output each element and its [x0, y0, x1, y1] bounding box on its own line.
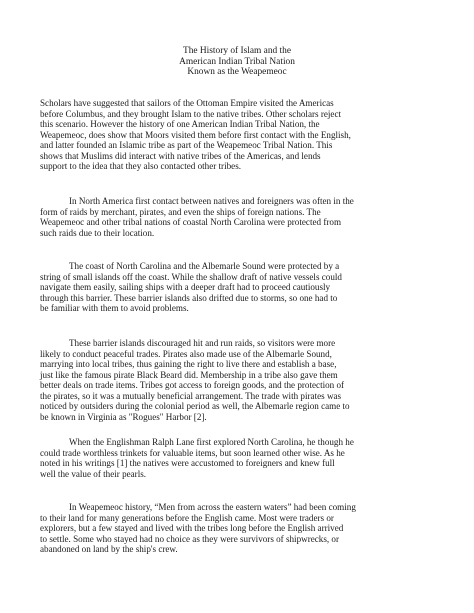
- paragraph-line: to settle. Some who stayed had no choice as they were survivors of shipwrecks, or: [40, 533, 340, 544]
- paragraph-line: likely to conduct peaceful trades. Pirates also made use of the Albemarle Sound,: [40, 348, 332, 359]
- paragraph-5: [40, 437, 450, 479]
- paragraph-line: These barrier islands discouraged hit and run raids, so visitors were more: [69, 338, 336, 348]
- paragraph-line: The coast of North Carolina and the Albemarle Sound were protected by a: [69, 261, 340, 271]
- paragraph-line: and latter founded an Islamic tribe as part of the Weapemeoc Tribal Nation. This: [40, 140, 333, 150]
- paragraph-line: such raids due to their location.: [40, 227, 155, 238]
- title-line-3: Known as the Weapemeoc: [187, 67, 287, 78]
- paragraph-line: be known in Virginia as "Rogues" Harbor [2].: [40, 411, 207, 422]
- title-line-2: American Indian Tribal Nation: [179, 56, 295, 67]
- paragraph-line: explorers, but a few stayed and lived with the tribes long before the English arrived: [40, 523, 344, 533]
- paragraph-line: through this barrier. These barrier islands also drifted due to storms, so one had to: [40, 292, 338, 303]
- paragraph-line: In Weapemeoc history, “Men from across the eastern waters” had been coming: [69, 502, 356, 512]
- paragraph-line: to their land for many generations before the English came. Most were traders or: [40, 512, 334, 523]
- paragraph-2: [40, 196, 450, 238]
- paragraph-line: the pirates, so it was a mutually beneficial arrangement. The trade with pirates was: [40, 390, 342, 401]
- paragraph-line: Weapemeoc, does show that Moors visited them before first contact with the English,: [40, 129, 351, 140]
- paragraph-line: Scholars have suggested that sailors of the Ottoman Empire visited the Americas: [40, 98, 334, 108]
- paragraph-line: string of small islands off the coast. While the shallow draft of native vessels could: [40, 271, 342, 282]
- paragraph-line: When the Englishman Ralph Lane first explored North Carolina, he though he: [69, 437, 354, 447]
- paragraph-line: shows that Muslims did interact with native tribes of the Americas, and lends: [40, 150, 321, 161]
- document-title: [0, 46, 474, 78]
- paragraph-1: [40, 98, 450, 172]
- paragraph-line: noted in his writings [1] the natives were accustomed to foreigners and knew full: [40, 458, 335, 468]
- paragraph-line: be familiar with them to avoid problems.: [40, 303, 189, 313]
- paragraph-line: better deals on trade items. Tribes got access to foreign goods, and the protection of: [40, 380, 345, 390]
- paragraph-line: support to the idea that they also contacted other tribes.: [40, 161, 242, 171]
- paragraph-line: form of raids by merchant, pirates, and even the ships of foreign nations. The: [40, 206, 321, 217]
- paragraph-line: well the value of their pearls.: [40, 468, 147, 479]
- paragraph-line: In North America first contact between natives and foreigners was often in the: [69, 196, 354, 206]
- paragraph-line: just like the famous pirate Black Beard did. Membership in a tribe also gave them: [40, 369, 338, 380]
- paragraph-line: could trade worthless trinkets for valuable items, but soon learned other wise. As he: [40, 447, 345, 458]
- title-line-1: The History of Islam and the: [182, 46, 292, 56]
- paragraph-line: Weapemeoc and other tribal nations of coastal North Carolina were protected from: [40, 217, 342, 227]
- paragraph-line: marrying into local tribes, thus gaining the right to live there and establish a base,: [40, 359, 337, 369]
- paragraph-line: before Columbus, and they brought Islam to the native tribes. Other scholars reject: [40, 108, 342, 119]
- paragraph-line: noticed by outsiders during the colonial period as well, the Albemarle region came to: [40, 401, 350, 411]
- paragraph-3: [40, 261, 450, 314]
- paragraph-line: abandoned on land by the ship's crew.: [40, 544, 178, 554]
- paragraph-6: [40, 502, 450, 555]
- paragraph-line: this scenario. However the history of one American Indian Tribal Nation, the: [40, 119, 320, 129]
- paragraph-4: [40, 338, 450, 422]
- paragraph-line: navigate them easily, sailing ships with a deeper draft had to proceed cautiously: [40, 282, 331, 292]
